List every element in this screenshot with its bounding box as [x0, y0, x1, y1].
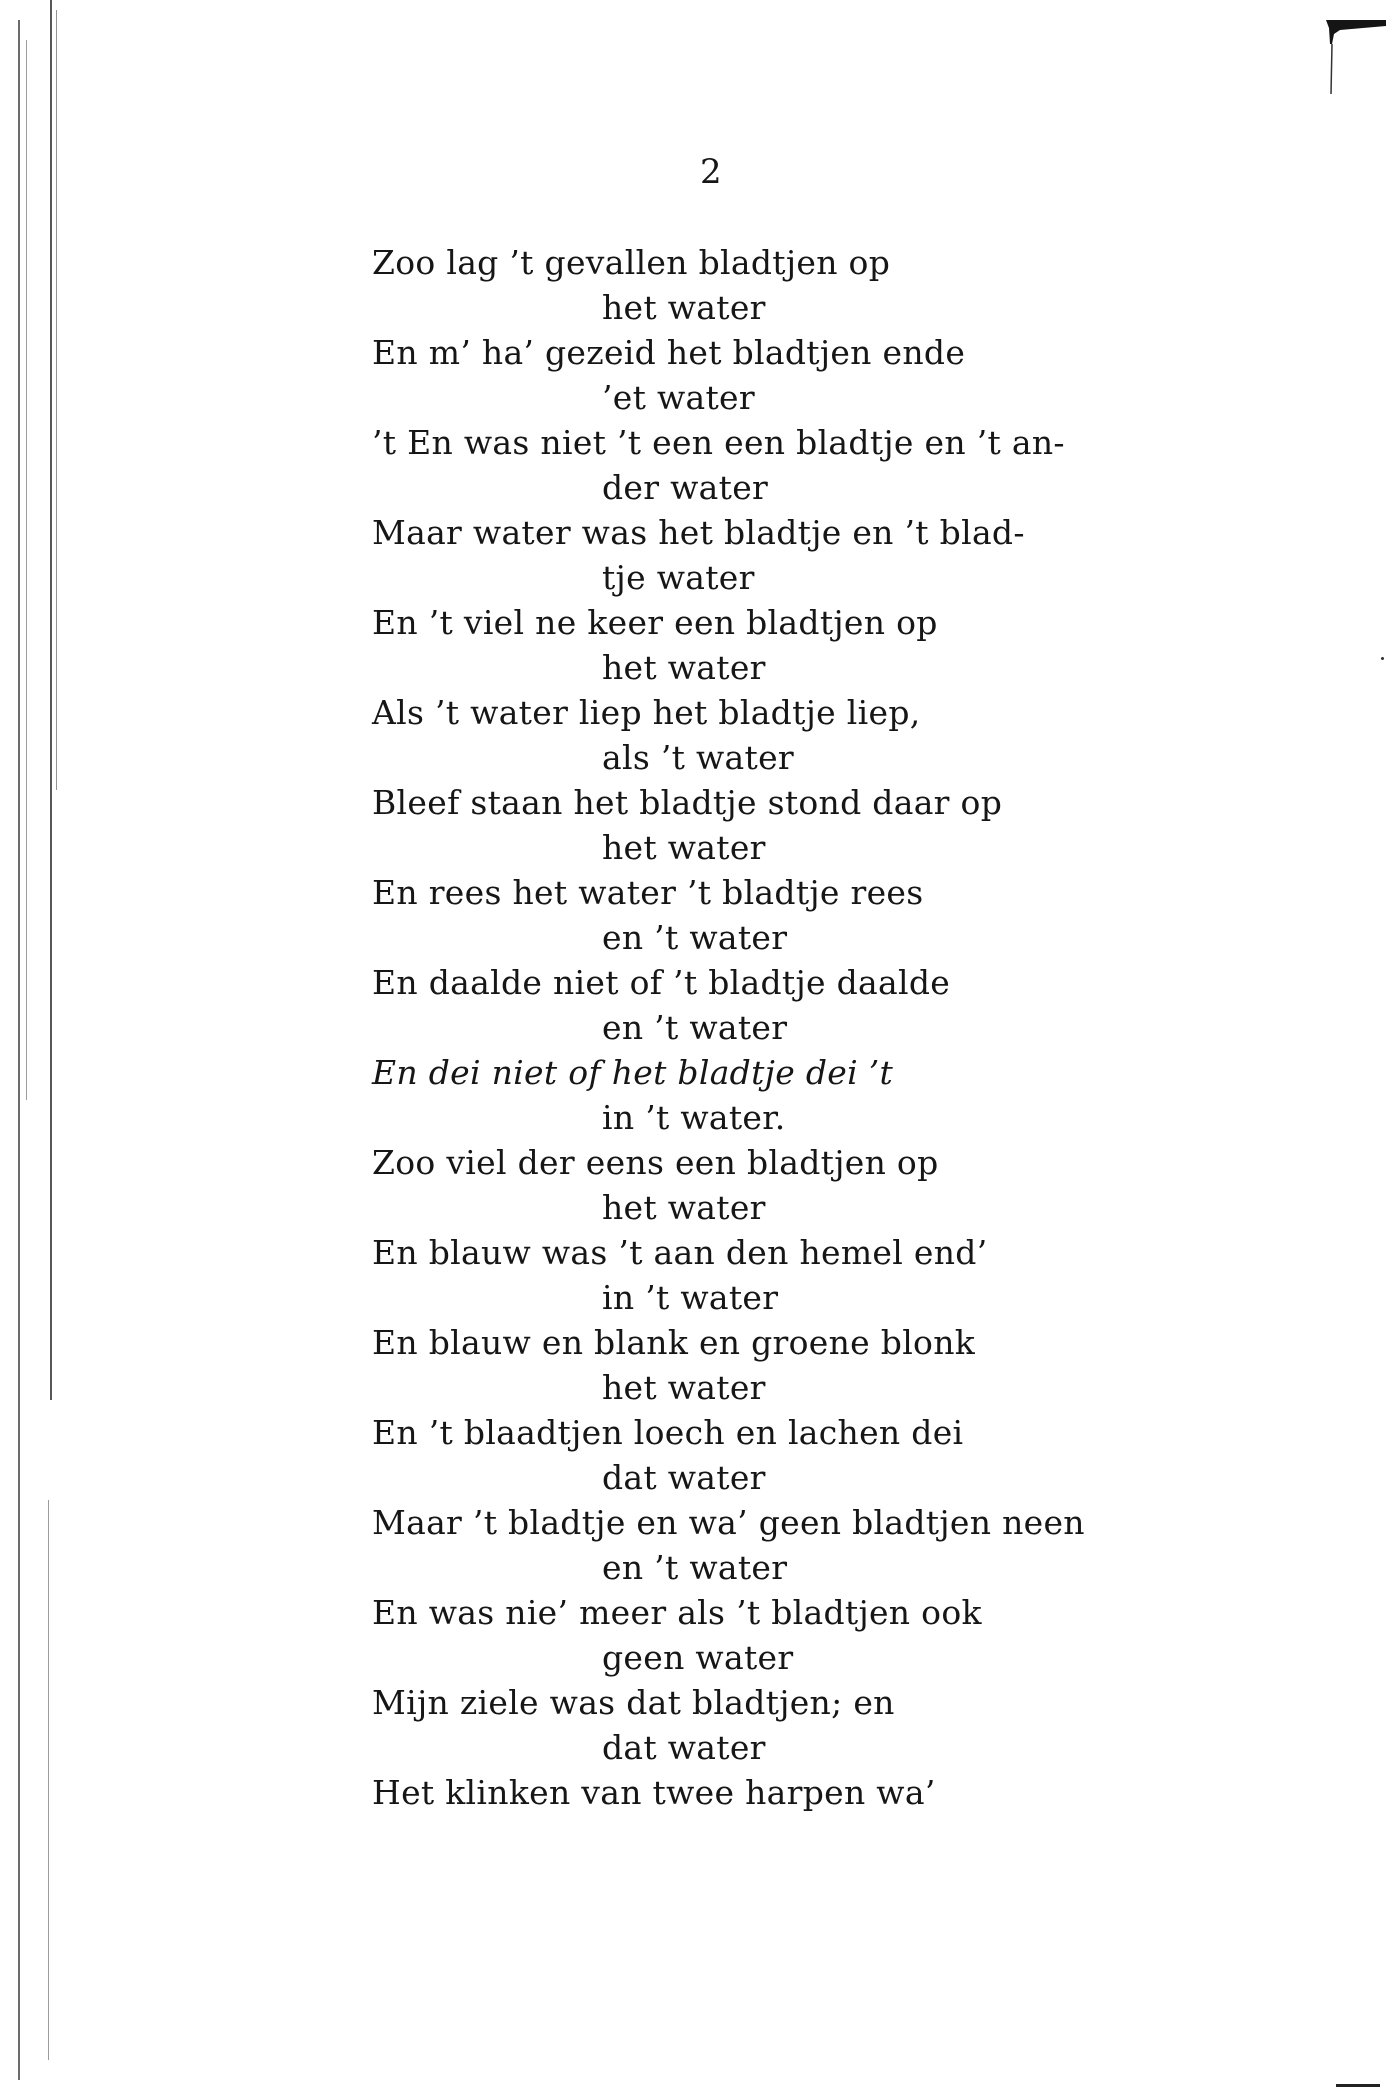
poem-line: En blauw en blank en groene blonk: [372, 1323, 976, 1362]
binding-edge-line: [48, 1500, 49, 2060]
poem-line: Zoo viel der eens een bladtjen op: [372, 1143, 939, 1182]
bottom-edge-mark: [1336, 2084, 1380, 2087]
poem-line-continuation: ’et water: [602, 378, 755, 417]
poem-line-continuation: het water: [602, 288, 766, 327]
poem-line: Bleef staan het bladtje stond daar op: [372, 783, 1003, 822]
poem-line-continuation: in ’t water: [602, 1278, 779, 1317]
poem-line: Zoo lag ’t gevallen bladtjen op: [372, 243, 891, 282]
poem-line-continuation: dat water: [602, 1458, 766, 1497]
binding-edge-line: [50, 0, 52, 1400]
binding-edge-line: [56, 10, 57, 790]
binding-edge-line: [26, 40, 27, 1100]
poem-line-continuation: in ’t water.: [602, 1098, 786, 1137]
binding-edge-line: [18, 20, 20, 2080]
poem-line: Maar water was het bladtje en ’t blad-: [372, 513, 1025, 552]
poem-line-continuation: der water: [602, 468, 769, 507]
corner-crop-mark: [1326, 20, 1386, 100]
page-number: 2: [700, 152, 722, 192]
poem-line-continuation: het water: [602, 1188, 766, 1227]
poem-line-continuation: en ’t water: [602, 1008, 788, 1047]
poem-line-continuation: geen water: [602, 1638, 794, 1677]
poem-line: En rees het water ’t bladtje rees: [372, 873, 924, 912]
poem-line-continuation: het water: [602, 648, 766, 687]
poem-line: En ’t blaadtjen loech en lachen dei: [372, 1413, 964, 1452]
poem-line-continuation: dat water: [602, 1728, 766, 1767]
poem-line-continuation: als ’t water: [602, 738, 794, 777]
poem-line: En ’t viel ne keer een bladtjen op: [372, 603, 938, 642]
poem-line: En was nie’ meer als ’t bladtjen ook: [372, 1593, 982, 1632]
poem-line: Het klinken van twee harpen wa’: [372, 1773, 936, 1812]
poem-line-continuation: en ’t water: [602, 1548, 788, 1587]
scan-speck: [1381, 657, 1384, 660]
poem-line: En m’ ha’ gezeid het bladtjen ende: [372, 333, 966, 372]
poem-line: Maar ’t bladtje en wa’ geen bladtjen neen: [372, 1503, 1085, 1542]
poem-line: ’t En was niet ’t een een bladtje en ’t an-: [372, 423, 1065, 462]
poem-line-continuation: tje water: [602, 558, 755, 597]
poem-line-continuation: het water: [602, 828, 766, 867]
poem-line: En blauw was ’t aan den hemel end’: [372, 1233, 988, 1272]
poem-line: En daalde niet of ’t bladtje daalde: [372, 963, 951, 1002]
poem-line: Mijn ziele was dat bladtjen; en: [372, 1683, 895, 1722]
poem-line: En dei niet of het bladtje dei ’t: [372, 1053, 894, 1092]
poem-line: Als ’t water liep het bladtje liep,: [372, 693, 921, 732]
poem-line-continuation: en ’t water: [602, 918, 788, 957]
poem: [372, 240, 1272, 1815]
poem-line-continuation: het water: [602, 1368, 766, 1407]
